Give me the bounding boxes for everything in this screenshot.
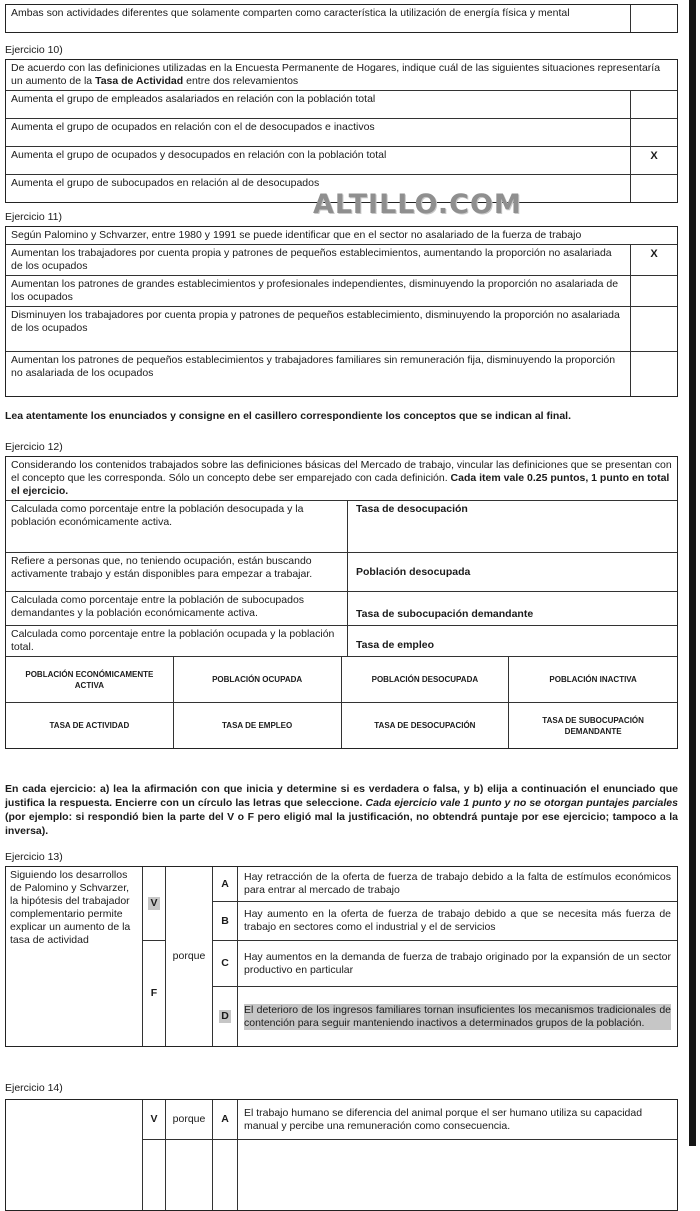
option-row: [6, 276, 677, 307]
table-row: [6, 5, 677, 32]
option-text: Ambas son actividades diferentes que solamente comparten como característica la utilización de energía física y mental: [11, 7, 570, 19]
matching-instruction: Lea atentamente los enunciados y consigne en el casillero correspondiente los conceptos que se indican al final.: [5, 410, 571, 422]
concept-answer: Tasa de empleo: [356, 639, 435, 651]
concept-option: TASA DE EMPLEO: [174, 703, 342, 748]
option-text: Aumenta el grupo de ocupados y desocupados en relación con la población total: [11, 149, 387, 161]
exercise-11-table: [5, 226, 678, 397]
definition-text: Refiere a personas que, no teniendo ocupación, están buscando activamente trabajo y están disponibles para empezar a trabajar.: [6, 553, 348, 591]
question-bold-text: Tasa de Actividad: [95, 75, 184, 87]
option-row: [6, 91, 677, 119]
definition-text: Calculada como porcentaje entre la población de subocupados demandantes y la población económicamente activa.: [6, 592, 348, 625]
exercise-11-question: Según Palomino y Schvarzer, entre 1980 y 1991 se puede identificar que en el sector no asalariado de la fuerza de trabajo: [6, 227, 677, 245]
answer-mark-cell: X: [630, 245, 677, 275]
option-text: Disminuyen los trabajadores por cuenta propia y patrones de pequeños establecimiento, disminuyendo la proporción no asalariada de los ocupados: [11, 309, 620, 334]
leftover-answer-row: [5, 4, 678, 33]
answer-mark-cell: [630, 119, 677, 146]
option-letter-partial: [213, 1140, 238, 1210]
concept-option: POBLACIÓN OCUPADA: [174, 657, 342, 703]
question-text: De acuerdo con las definiciones utilizadas en la Encuesta Permanente de Hogares, indique cuál de las siguientes situaciones representaría un aumento de la: [11, 62, 661, 87]
definition-row: [6, 626, 677, 657]
answer-mark-cell: [630, 5, 677, 32]
justification-text: El trabajo humano se diferencia del animal porque el ser humano utiliza su capacidad manual y percibe una remuneración como consecuencia.: [238, 1100, 677, 1140]
option-letter: A: [213, 1100, 238, 1140]
concept-option: TASA DE DESOCUPACIÓN: [342, 703, 510, 748]
porque-cell: porque: [166, 867, 213, 1046]
justification-text: [238, 867, 677, 902]
concept-option: POBLACIÓN ECONÓMICAMENTE ACTIVA: [6, 657, 174, 703]
concept-bank-row-2: [6, 703, 677, 748]
answer-mark-cell: [630, 276, 677, 306]
altillo-watermark: ALTILLO.COM: [313, 189, 522, 220]
answer-mark-cell: X: [630, 147, 677, 174]
exercise-10-question: [6, 60, 677, 91]
question-text: Considerando los contenidos trabajados sobre las definiciones básicas del Mercado de trabajo, vincular las definiciones que se presentan con el concepto que les corresponda. Sólo un concepto debe ser emparejado con cada definición.: [11, 459, 672, 484]
question-text-tail: entre dos relevamientos: [183, 75, 299, 87]
option-text: Aumentan los patrones de pequeños establecimientos y trabajadores familiares sin remuneración fija, disminuyendo la proporción no asalariada de los ocupados: [11, 354, 616, 379]
answer-mark-cell: [630, 352, 677, 396]
concept-option: POBLACIÓN DESOCUPADA: [342, 657, 510, 703]
answer-mark-cell: [630, 175, 677, 202]
highlighted-justification: El deterioro de los ingresos familiares tornan insuficientes los mecanismos tradicionales de contención para seguir manteniendo inactivos a determinados grupos de la población.: [244, 1003, 671, 1029]
definition-text: Calculada como porcentaje entre la población ocupada y la población total.: [6, 626, 348, 656]
concept-option: POBLACIÓN INACTIVA: [509, 657, 677, 703]
definition-row: [6, 501, 677, 553]
justification-text: [238, 987, 677, 1046]
answer-mark-cell: [630, 307, 677, 351]
porque-cell-partial: [166, 1140, 213, 1210]
concept-answer: Tasa de subocupación demandante: [356, 608, 534, 620]
option-row: [6, 147, 677, 175]
selected-true-mark: V: [150, 897, 158, 909]
scan-edge-bar: [689, 0, 696, 1146]
justification-text: [238, 902, 677, 941]
concept-answer: Población desocupada: [356, 565, 471, 578]
option-row: [6, 119, 677, 147]
option-letter: C: [213, 941, 238, 987]
option-text: Aumenta el grupo de empleados asalariados en relación con la población total: [11, 93, 376, 105]
exercise-13-label: Ejercicio 13): [5, 851, 63, 863]
concept-option: TASA DE ACTIVIDAD: [6, 703, 174, 748]
justification-text: [238, 941, 677, 987]
exercise-13-table: [5, 866, 678, 1047]
concept-option: TASA DE SUBOCUPACIÓN DEMANDANTE: [542, 715, 644, 736]
porque-cell: porque: [166, 1100, 213, 1140]
exercise-10-label: Ejercicio 10): [5, 44, 63, 56]
justification-partial: [238, 1140, 677, 1210]
exercise-14-label: Ejercicio 14): [5, 1082, 63, 1094]
justification-text-inner: Hay retracción de la oferta de fuerza de trabajo debido a la falta de estímulos económicos para entrar al mercado de trabajo: [244, 871, 671, 896]
selected-letter-mark: D: [221, 1010, 229, 1022]
true-cell: V: [143, 1100, 166, 1140]
exercise-12-question: [6, 457, 677, 501]
false-cell-partial: [143, 1140, 166, 1210]
true-cell: [143, 867, 166, 941]
exercise-12-table: [5, 456, 678, 749]
justification-text-inner: Hay aumentos en la demanda de fuerza de trabajo originado por la expansión de un sector productivo en particular: [244, 950, 671, 976]
option-text: Aumentan los patrones de grandes establecimientos y profesionales independientes, disminuyendo la proporción no asalariada de los ocupados: [11, 278, 619, 303]
instruction-italic-text: Cada ejercicio vale 1 punto y no se otorgan puntajes parciales: [365, 797, 678, 809]
false-cell: F: [143, 941, 166, 1046]
option-row: [6, 307, 677, 352]
statement-cell: Siguiendo los desarrollos de Palomino y Schvarzer, la hipótesis del trabajador complementario permite explicar un aumento de la tasa de actividad: [6, 867, 143, 1046]
justification-text-inner: Hay aumento en la oferta de fuerza de trabajo debido a que se necesita más fuerza de trabajo en sectores como el industrial y el de servicios: [244, 908, 671, 933]
option-text: Aumentan los trabajadores por cuenta propia y patrones de pequeños establecimientos, aumentando la proporción no asalariada de los ocupados: [11, 247, 612, 272]
exercise-14-table: [5, 1099, 678, 1211]
option-letter: B: [213, 902, 238, 941]
exercise-11-label: Ejercicio 11): [5, 211, 62, 223]
definition-row: [6, 553, 677, 592]
option-letter: A: [213, 867, 238, 902]
option-letter: [213, 987, 238, 1046]
concept-bank-row-1: [6, 657, 677, 703]
concept-answer: Tasa de desocupación: [356, 503, 468, 515]
option-text: Aumenta el grupo de ocupados en relación con el de desocupados e inactivos: [11, 121, 375, 133]
instruction-text: En cada ejercicio: a) lea la afirmación con que inicia y determine si es verdadera o falsa, y b) elija a continuación el enunciado que justifica la respuesta. Encierre con un círculo las letras que seleccione.: [5, 783, 678, 809]
true-false-instruction: [5, 782, 678, 838]
option-text: Aumenta el grupo de subocupados en relación al de desocupados: [11, 177, 320, 189]
option-row: [6, 352, 677, 396]
definition-row: [6, 592, 677, 626]
definition-text: Calculada como porcentaje entre la población desocupada y la población económicamente activa.: [6, 501, 348, 552]
answer-mark-cell: [630, 91, 677, 118]
question-bold-text: Cada item vale 0.25 puntos, 1 punto en total el ejercicio.: [11, 472, 670, 497]
option-row: [6, 245, 677, 276]
exam-page: [5, 0, 678, 1211]
exercise-10-table: [5, 59, 678, 203]
instruction-text-tail: (por ejemplo: si respondió bien la parte del V o F pero eligió mal la justificación, no obtendrá puntaje por ese ejercicio; tampoco a la inversa).: [5, 811, 678, 837]
statement-cell-empty: [6, 1100, 143, 1210]
exercise-12-label: Ejercicio 12): [5, 441, 63, 453]
